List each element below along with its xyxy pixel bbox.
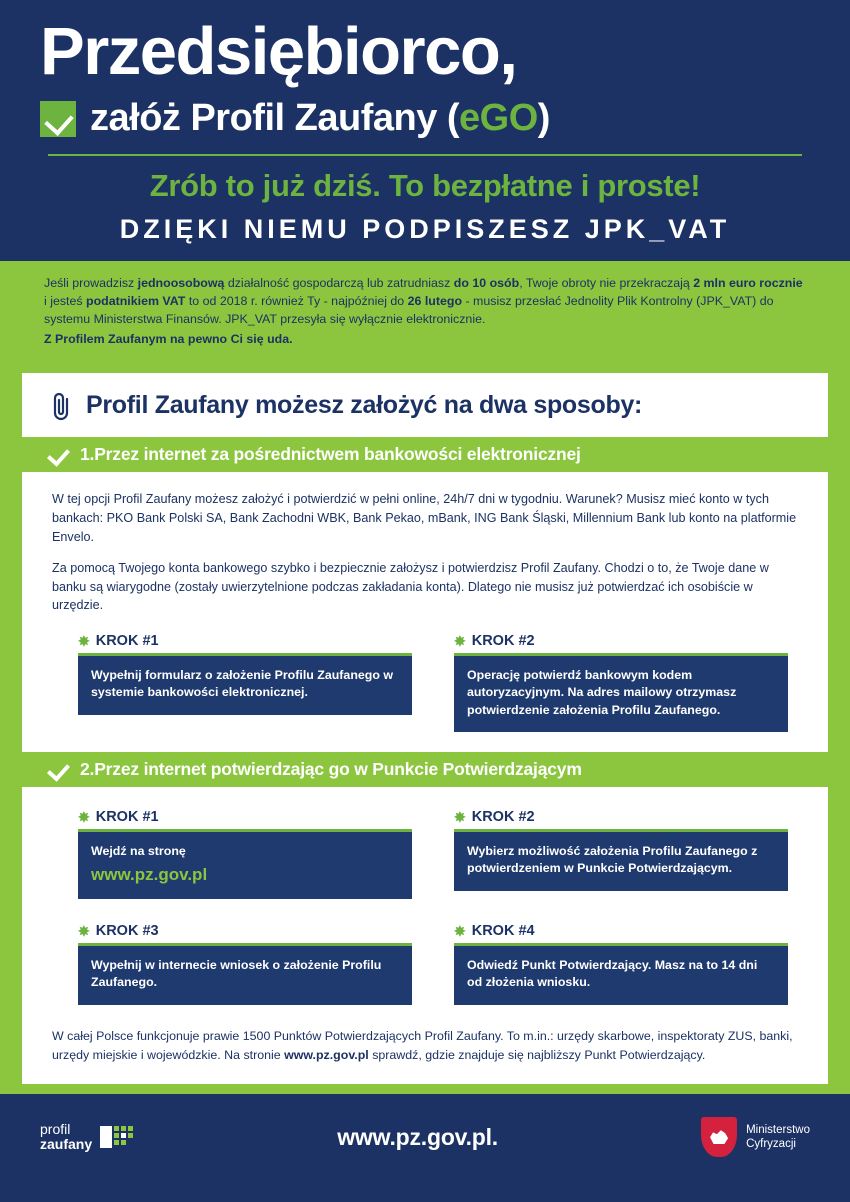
check-icon [48, 444, 68, 464]
footnote-a: W całej Polsce funkcjonuje prawie 1500 Punktów Potwierdzających Profil Zaufany. To m.in.: urzędy skarbowe, inspektoraty ZUS, banki, urzędy miejskie i wojewódzkie. Na stronie [52, 1029, 793, 1062]
intro-paragraph [0, 261, 850, 361]
intro-i: to od 2018 r. również Ty - najpóźniej do [185, 293, 408, 308]
step-text: Wejdź na stronę [91, 843, 186, 858]
step-item [454, 923, 788, 1005]
step-label-row [78, 633, 412, 649]
tagline-secondary: DZIĘKI NIEMU PODPISZESZ JPK_VAT [119, 214, 731, 244]
ministry-text [746, 1123, 810, 1152]
step-label: KROK #4 [471, 923, 535, 940]
poster-footer [0, 1094, 850, 1180]
check-icon [48, 759, 68, 779]
step-text: Wypełnij w internecie wniosek o założenie Profilu Zaufanego. [91, 958, 382, 990]
gear-icon: ✸ [78, 633, 90, 650]
intro-a: Jeśli prowadzisz [44, 276, 138, 290]
step-item [78, 923, 412, 1005]
gear-icon: ✸ [78, 923, 90, 940]
gear-icon: ✸ [454, 923, 466, 940]
tagline: Zrób to już dziś. To bezpłatne i proste! [149, 168, 701, 203]
step-box [78, 943, 412, 1005]
step-box [454, 829, 788, 891]
footnote-c: sprawdź, gdzie znajduje się najbliższy Punkt Potwierdzający. [368, 1047, 706, 1062]
intro-b: jednoosobową [137, 276, 225, 290]
gear-icon: ✸ [78, 808, 90, 825]
card-header [22, 373, 828, 437]
section-1-steps [52, 633, 798, 731]
ministry-line-2: Cyfryzacji [746, 1138, 796, 1151]
step-box [78, 653, 412, 715]
page-title: Przedsiębiorco, [40, 14, 517, 89]
step-label: KROK #2 [471, 808, 535, 825]
step-item [454, 633, 788, 731]
step-label-row [78, 809, 412, 825]
section-2-title: 2.Przez internet potwierdzając go w Punkcie Potwierdzającym [80, 758, 582, 779]
step-label-row [454, 923, 788, 939]
step-label: KROK #1 [95, 633, 159, 650]
step-label: KROK #1 [95, 808, 159, 825]
section-1-heading [22, 437, 828, 472]
step-label-row [454, 809, 788, 825]
step-box [454, 653, 788, 731]
section-2-panel [22, 787, 828, 1012]
intro-g: i jesteś [44, 293, 87, 308]
step-box [78, 829, 412, 900]
logo-line-1: profil [40, 1120, 71, 1137]
step-item [78, 633, 412, 731]
poster-header [0, 0, 850, 261]
section-1-paragraph-1: W tej opcji Profil Zaufany możesz założyć i potwierdzić w pełni online, 24h/7 dni w tygodniu. Warunek? Musisz mieć konto w tych bankach: PKO Bank Polski SA, Bank Zachodni WBK, Bank Pekao, mBank, ING Bank Śląski, Millennium Bank lub konto na platformie Envelo. [52, 491, 797, 544]
subtitle-prefix: załóż Profil Zaufany ( [90, 97, 460, 139]
intro-k: - musisz przesłać Jednolity Plik Kontrolny (JPK_VAT) do systemu Ministerstwa Finansów. JPK_VAT przesyła się wyłącznie elektronicznie. [44, 293, 774, 326]
section-1-paragraph-2: Za pomocą Twojego konta bankowego szybko i bezpiecznie założysz i potwierdzisz Profil Zaufany. Chodzi o to, że Twoje dane w banku są wiarygodne (zostały uwierzytelnione podczas zakładania konta). Dlatego nie musisz już potwierdzać ich osobiście w urzędzie. [52, 560, 769, 613]
section-1-title: 1.Przez internet za pośrednictwem bankowości elektronicznej [80, 443, 581, 464]
section-2-steps [52, 809, 798, 1006]
intro-h: podatnikiem VAT [86, 293, 186, 308]
step-text: Odwiedź Punkt Potwierdzający. Masz na to 14 dni od złożenia wniosku. [467, 958, 758, 990]
divider [48, 154, 802, 156]
gear-icon: ✸ [454, 633, 466, 650]
step-item [78, 809, 412, 900]
intro-f: 2 mln euro rocznie [693, 276, 803, 290]
check-icon [40, 101, 76, 137]
footnote-url[interactable]: www.pz.gov.pl [284, 1047, 369, 1062]
green-spacer [22, 1084, 828, 1094]
step-url[interactable]: www.pz.gov.pl [91, 864, 208, 884]
subtitle [90, 97, 550, 140]
paperclip-icon [48, 391, 74, 421]
step-label: KROK #3 [95, 923, 159, 940]
subtitle-row [40, 97, 810, 140]
profil-zaufany-logo [40, 1122, 134, 1153]
step-text: Wybierz możliwość założenia Profilu Zaufanego z potwierdzeniem w Punkcie Potwierdzającym. [467, 843, 758, 875]
intro-j: 26 lutego [407, 293, 463, 308]
footnote [22, 1011, 828, 1070]
step-item [454, 809, 788, 900]
card-title: Profil Zaufany możesz założyć na dwa sposoby: [86, 391, 643, 420]
section-2-heading [22, 752, 828, 787]
step-text: Operację potwierdź bankowym kodem autoryzacyjnym. Na adres mailowy otrzymasz potwierdzenie założenia Profilu Zaufanego. [467, 668, 737, 717]
step-label: KROK #2 [471, 633, 535, 650]
logo-text [40, 1122, 92, 1153]
step-label-row [78, 923, 412, 939]
logo-line-2: zaufany [40, 1136, 93, 1153]
intro-c: działalność gospodarczą lub zatrudniasz [224, 276, 454, 290]
logo-mark-icon [100, 1124, 134, 1150]
gear-icon: ✸ [454, 808, 466, 825]
step-box [454, 943, 788, 1005]
ministry-logo [701, 1117, 810, 1157]
intro-e: , Twoje obroty nie przekraczają [519, 276, 694, 290]
step-label-row [454, 633, 788, 649]
card-title-row [48, 391, 802, 421]
intro-closing: Z Profilem Zaufanym na pewno Ci się uda. [44, 331, 293, 346]
intro-text [44, 276, 803, 326]
footer-url[interactable]: www.pz.gov.pl. [337, 1123, 498, 1150]
polish-eagle-icon [701, 1117, 737, 1157]
intro-d: do 10 osób [453, 276, 520, 290]
subtitle-suffix: ) [537, 97, 550, 139]
section-1-panel [22, 472, 828, 752]
step-text: Wypełnij formularz o założenie Profilu Zaufanego w systemie bankowości elektronicznej. [91, 668, 393, 700]
subtitle-ego: eGO [459, 97, 538, 139]
panel-spacer [22, 1070, 828, 1084]
ministry-line-1: Ministerstwo [746, 1124, 810, 1137]
body-area [0, 361, 850, 1094]
